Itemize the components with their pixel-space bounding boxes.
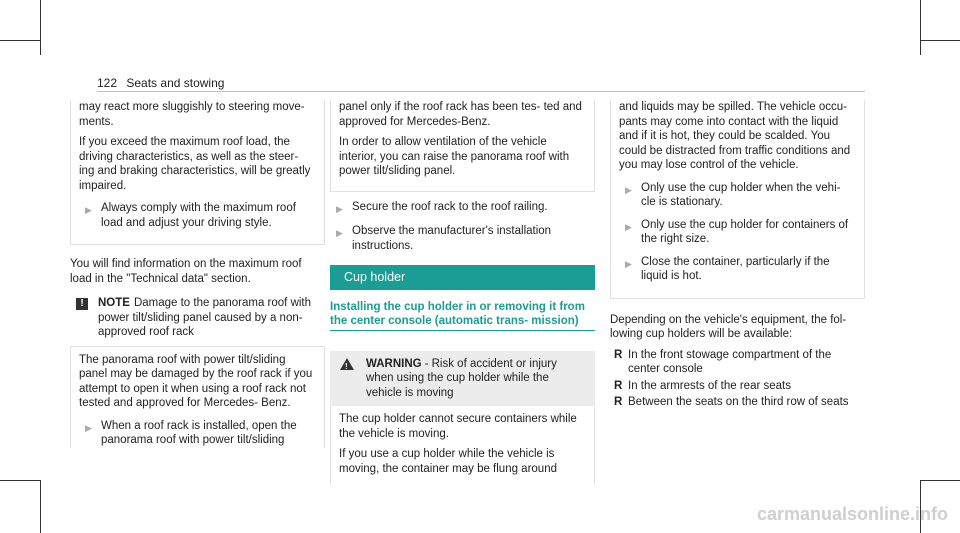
warning-box xyxy=(330,406,595,486)
note-title: NOTE xyxy=(98,297,130,309)
page-header xyxy=(97,76,224,90)
triangle-bullet-icon: ▶ xyxy=(85,205,92,215)
instruction-step: ▶ Secure the roof rack to the roof railing. xyxy=(330,200,595,217)
warning-header xyxy=(330,351,595,407)
note-heading-text: Damage to the panorama roof with power tilt/sliding panel caused by a non- approved roof rack xyxy=(98,297,312,338)
crop-mark xyxy=(0,480,40,481)
watermark: carmanualsonline.info xyxy=(756,504,948,524)
page-number: 122 xyxy=(97,76,118,90)
paragraph: Depending on the vehicle's equipment, the fol- lowing cup holders will be available: xyxy=(610,313,847,340)
instruction-step: ▶ Always comply with the maximum roof load and adjust your driving style. xyxy=(79,201,316,230)
paragraph: If you use a cup holder while the vehicle is moving, the container may be flung around xyxy=(339,448,557,475)
list-item: R In the front stowage compartment of the center console xyxy=(610,348,865,377)
crop-mark xyxy=(0,40,40,41)
instruction-step: ▶ Only use the cup holder when the vehi- cle is stationary. xyxy=(619,181,856,210)
crop-mark xyxy=(920,480,960,481)
list-marker: R xyxy=(614,379,623,392)
crop-mark xyxy=(920,40,960,41)
paragraph: panel only if the roof rack has been tes- ted and approved for Mercedes-Benz. xyxy=(339,101,582,128)
warning-continuation-box xyxy=(610,100,865,299)
paragraph: You will find information on the maximum roof load in the "Technical data" section. xyxy=(70,258,302,285)
note-body: The panorama roof with power tilt/sliding panel may be damaged by the roof rack if you attempt to open it when using a roof rack not tested and approved for Mercedes- Benz. xyxy=(79,353,313,409)
column-right xyxy=(610,100,865,412)
list-marker: R xyxy=(614,396,623,408)
crop-mark xyxy=(40,480,41,533)
triangle-bullet-icon: ▶ xyxy=(625,258,632,269)
crop-mark xyxy=(920,0,921,55)
instruction-step: ▶ When a roof rack is installed, open the panorama roof with power tilt/sliding xyxy=(79,419,316,448)
instruction-step: ▶ Observe the manufacturer's installation instructions. xyxy=(330,224,595,253)
triangle-bullet-icon: ▶ xyxy=(336,228,343,238)
triangle-bullet-icon: ▶ xyxy=(625,184,632,195)
roof-rack-box xyxy=(330,100,595,192)
note-header xyxy=(70,292,325,346)
instruction-step: ▶ Only use the cup holder for containers of the right size. xyxy=(619,218,856,247)
triangle-bullet-icon: ▶ xyxy=(85,422,92,433)
paragraph: The cup holder cannot secure containers while the vehicle is moving. xyxy=(339,413,577,440)
instruction-step: ▶ Close the container, particularly if the liquid is hot. xyxy=(619,255,856,284)
paragraph: In order to allow ventilation of the vehicle interior, you can raise the panorama roof with power tilt/sliding panel. xyxy=(339,136,570,177)
exclamation-icon: ! xyxy=(76,298,88,310)
warning-title: WARNING xyxy=(366,357,422,370)
list-item: R Between the seats on the third row of seats xyxy=(610,395,865,410)
section-title: Cup holder xyxy=(330,265,595,290)
subsection-heading: Installing the cup holder in or removing it from the center console (automatic trans- mission) xyxy=(330,300,595,331)
section-name: Seats and stowing xyxy=(126,76,225,90)
warning-heading-text: - Risk of accident or injury when using the cup holder while the vehicle is moving xyxy=(366,357,557,399)
paragraph: If you exceed the maximum roof load, the driving characteristics, as well as the steer- ing and braking characteristics, will be greatly impaired. xyxy=(79,136,311,192)
triangle-bullet-icon: ▶ xyxy=(625,221,632,232)
column-middle xyxy=(330,100,595,486)
paragraph: may react more sluggishly to steering move- ments. xyxy=(79,101,305,128)
header-divider xyxy=(97,91,865,92)
list-marker: R xyxy=(614,348,623,361)
list-item: R In the armrests of the rear seats xyxy=(610,379,865,394)
roof-load-box xyxy=(70,100,325,245)
triangle-bullet-icon: ▶ xyxy=(336,203,343,214)
note-box xyxy=(70,346,325,448)
crop-mark xyxy=(40,0,41,55)
warning-triangle-icon: ! xyxy=(340,358,354,370)
column-left xyxy=(70,100,325,456)
paragraph: and liquids may be spilled. The vehicle occu- pants may come into contact with the liquid and if it is hot, they could be scalded. You could be distracted from traffic conditions and you may lose control of the vehicle. xyxy=(619,101,851,171)
